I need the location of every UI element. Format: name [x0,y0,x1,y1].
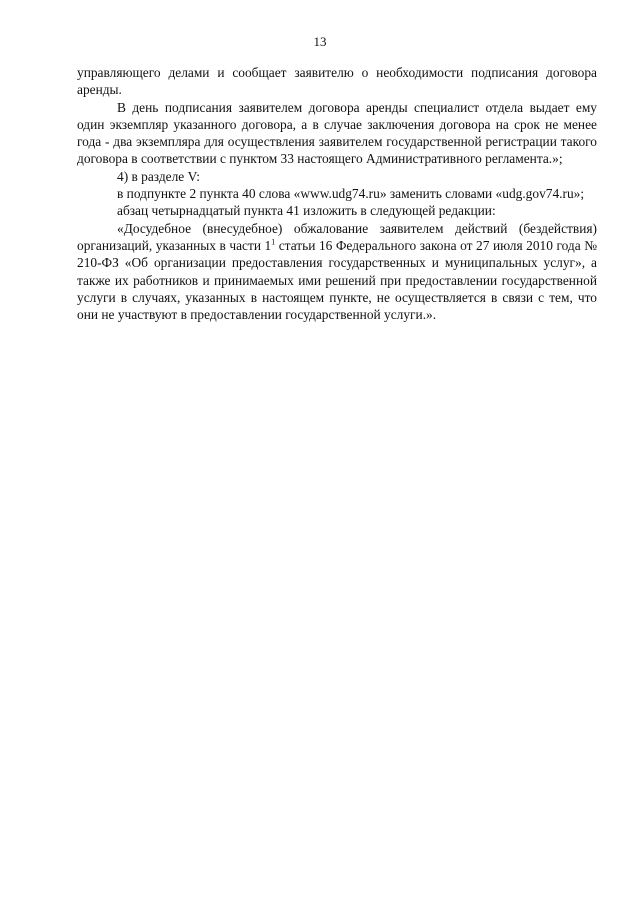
appeal-text-end: статьи 16 Федерального закона от 27 июля 2010 года № 210-ФЗ «Об организации предоставления государственных и муниципальных услуг», а также их работников и принимаемых ими решений при предоставлении государственной услуги в случаях, указанных в настоящем пункте, не осуществляется в связи с тем, что они не участвуют в предоставлении государственной услуги.». [77,237,597,323]
paragraph-subpoint-40: в подпункте 2 пункта 40 слова «www.udg74.ru» заменить словами «udg.gov74.ru»; [117,186,585,202]
appeal-text-start: «Досудебное (внесудебное) обжалование заявителем действий (бездействия) организаций, указанных в части 1 [77,220,597,253]
document-body [77,64,597,323]
appeal-superscript: 1 [271,237,276,247]
paragraph-continuation: управляющего делами и сообщает заявителю о необходимости подписания договора аренды. [77,65,597,98]
paragraph-point-41: абзац четырнадцатый пункта 41 изложить в следующей редакции: [117,203,496,219]
paragraph-section-v: 4) в разделе V: [117,168,200,184]
page-number: 13 [313,34,327,49]
paragraph-signing-day: В день подписания заявителем договора аренды специалист отдела выдает ему один экземпляр указанного договора, а в случае заключения договора на срок не менее года - два экземпляра для осуществления заявителем государственной регистрации такого договора в соответствии с пунктом 33 настоящего Административного регламента.»; [77,99,597,167]
paragraph-appeal [77,220,597,324]
